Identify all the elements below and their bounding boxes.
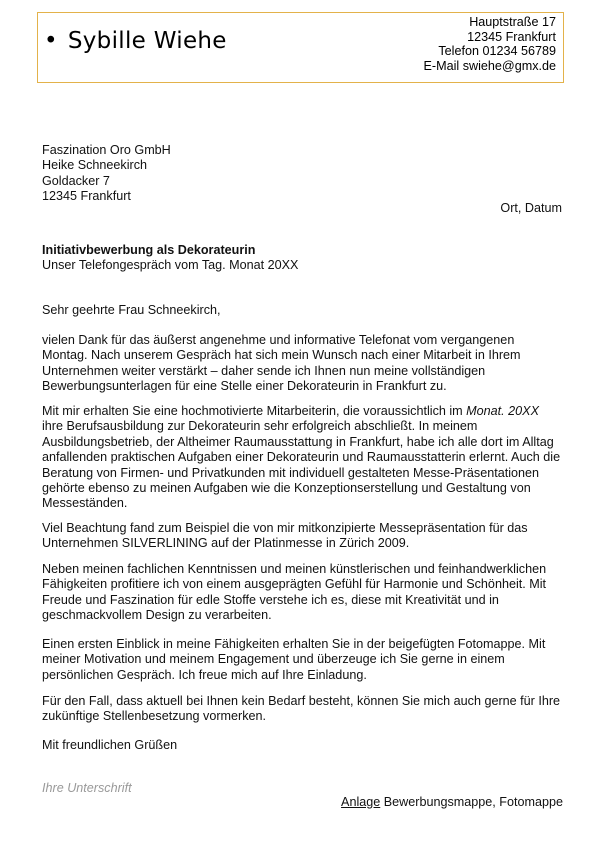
sender-phone: Telefon 01234 56789 — [438, 44, 556, 59]
sender-street: Hauptstraße 17 — [469, 15, 556, 29]
sender-city: 12345 Frankfurt — [467, 29, 556, 44]
paragraph-qualification — [42, 404, 563, 512]
closing: Mit freundlichen Grüßen — [42, 738, 178, 752]
recipient-person: Heike Schneekirch — [42, 158, 147, 173]
paragraph-portfolio: Einen ersten Einblick in meine Fähigkeiten erhalten Sie in der beigefügten Fotomappe. Mit meiner Motivation und meinem Engagement und überzeuge ich Sie gerne in einem persönlichen Gespräch. Ich freue mich auf Ihre Einladung. — [42, 637, 546, 682]
recipient-address — [42, 143, 563, 205]
sender-contact — [424, 15, 556, 73]
bullet-icon: • — [44, 28, 58, 54]
enclosure-items: Bewerbungsmappe, Fotomappe — [383, 795, 563, 809]
paragraph-qualification-part-a: Mit mir erhalten Sie eine hochmotivierte Mitarbeiterin, die voraussichtlich im — [42, 404, 467, 418]
signature: Ihre Unterschrift — [42, 781, 132, 795]
recipient-street: Goldacker 7 — [42, 173, 110, 188]
recipient-city: 12345 Frankfurt — [42, 189, 131, 204]
paragraph-future: Für den Fall, dass aktuell bei Ihnen kein Bedarf besteht, können Sie mich auch gerne für Ihre zukünftige Stellenbesetzung vormerken. — [42, 694, 561, 724]
sender-email: E-Mail swiehe@gmx.de — [423, 58, 556, 73]
subject-reference: Unser Telefongespräch vom Tag. Monat 20XX — [42, 258, 299, 273]
paragraph-skills: Neben meinen fachlichen Kenntnissen und meinen künstlerischen und feinhandwerklichen Fähigkeiten profitiere ich von einem ausgeprägten Gefühl für Harmonie und Schönheit. Mit Freude und Faszination für edle Stoffe verstehe ich es, diese mit Kreativität und in geschmackvollem Design zu verarbeiten. — [42, 562, 547, 623]
enclosure — [341, 795, 563, 810]
paragraph-intro: vielen Dank für das äußerst angenehme und informative Telefonat vom vergangenen Montag. Nach unserem Gespräch hat sich mein Wunsch nach einer Mitarbeit in Ihrem Unternehmen weiter verstärkt – daher sende ich Ihnen nun meine vollständigen Bewerbungsunterlagen für eine Stelle einer Dekorateurin in Frankfurt zu. — [42, 333, 521, 394]
recipient-company: Faszination Oro GmbH — [42, 143, 171, 157]
salutation: Sehr geehrte Frau Schneekirch, — [42, 303, 221, 317]
letterhead — [37, 12, 564, 83]
paragraph-qualification-date: Monat. 20XX — [466, 404, 539, 418]
sender-name — [44, 27, 227, 55]
subject-title: Initiativbewerbung als Dekorateurin — [42, 243, 256, 257]
paragraph-qualification-part-b: ihre Berufsausbildung zur Dekorateurin sehr erfolgreich abschließt. In meinem Ausbildungsbetrieb, der Altheimer Raumausstattung in Frankfurt, habe ich alle dort im Alltag anfallenden praktischen Aufgaben einer Dekorateurin und Raumausstatterin erlernt. Auch die Beratung von Firmen- und Privatkunden mit individuell gestalteten Messe-Präsentationen gehörte ebenso zu meinen Aufgaben wie die Konzeptionserstellung und Gestaltung von Messeständen. — [42, 419, 561, 511]
paragraph-reference-project: Viel Beachtung fand zum Beispiel die von mir mitkonzipierte Messepräsentation für das Unternehmen SILVERLINING auf der Platinmesse in Zürich 2009. — [42, 521, 528, 551]
subject-line — [42, 243, 563, 274]
sender-name-text: Sybille Wiehe — [67, 28, 227, 54]
letter-date: Ort, Datum — [500, 201, 562, 215]
enclosure-label: Anlage — [341, 795, 381, 809]
